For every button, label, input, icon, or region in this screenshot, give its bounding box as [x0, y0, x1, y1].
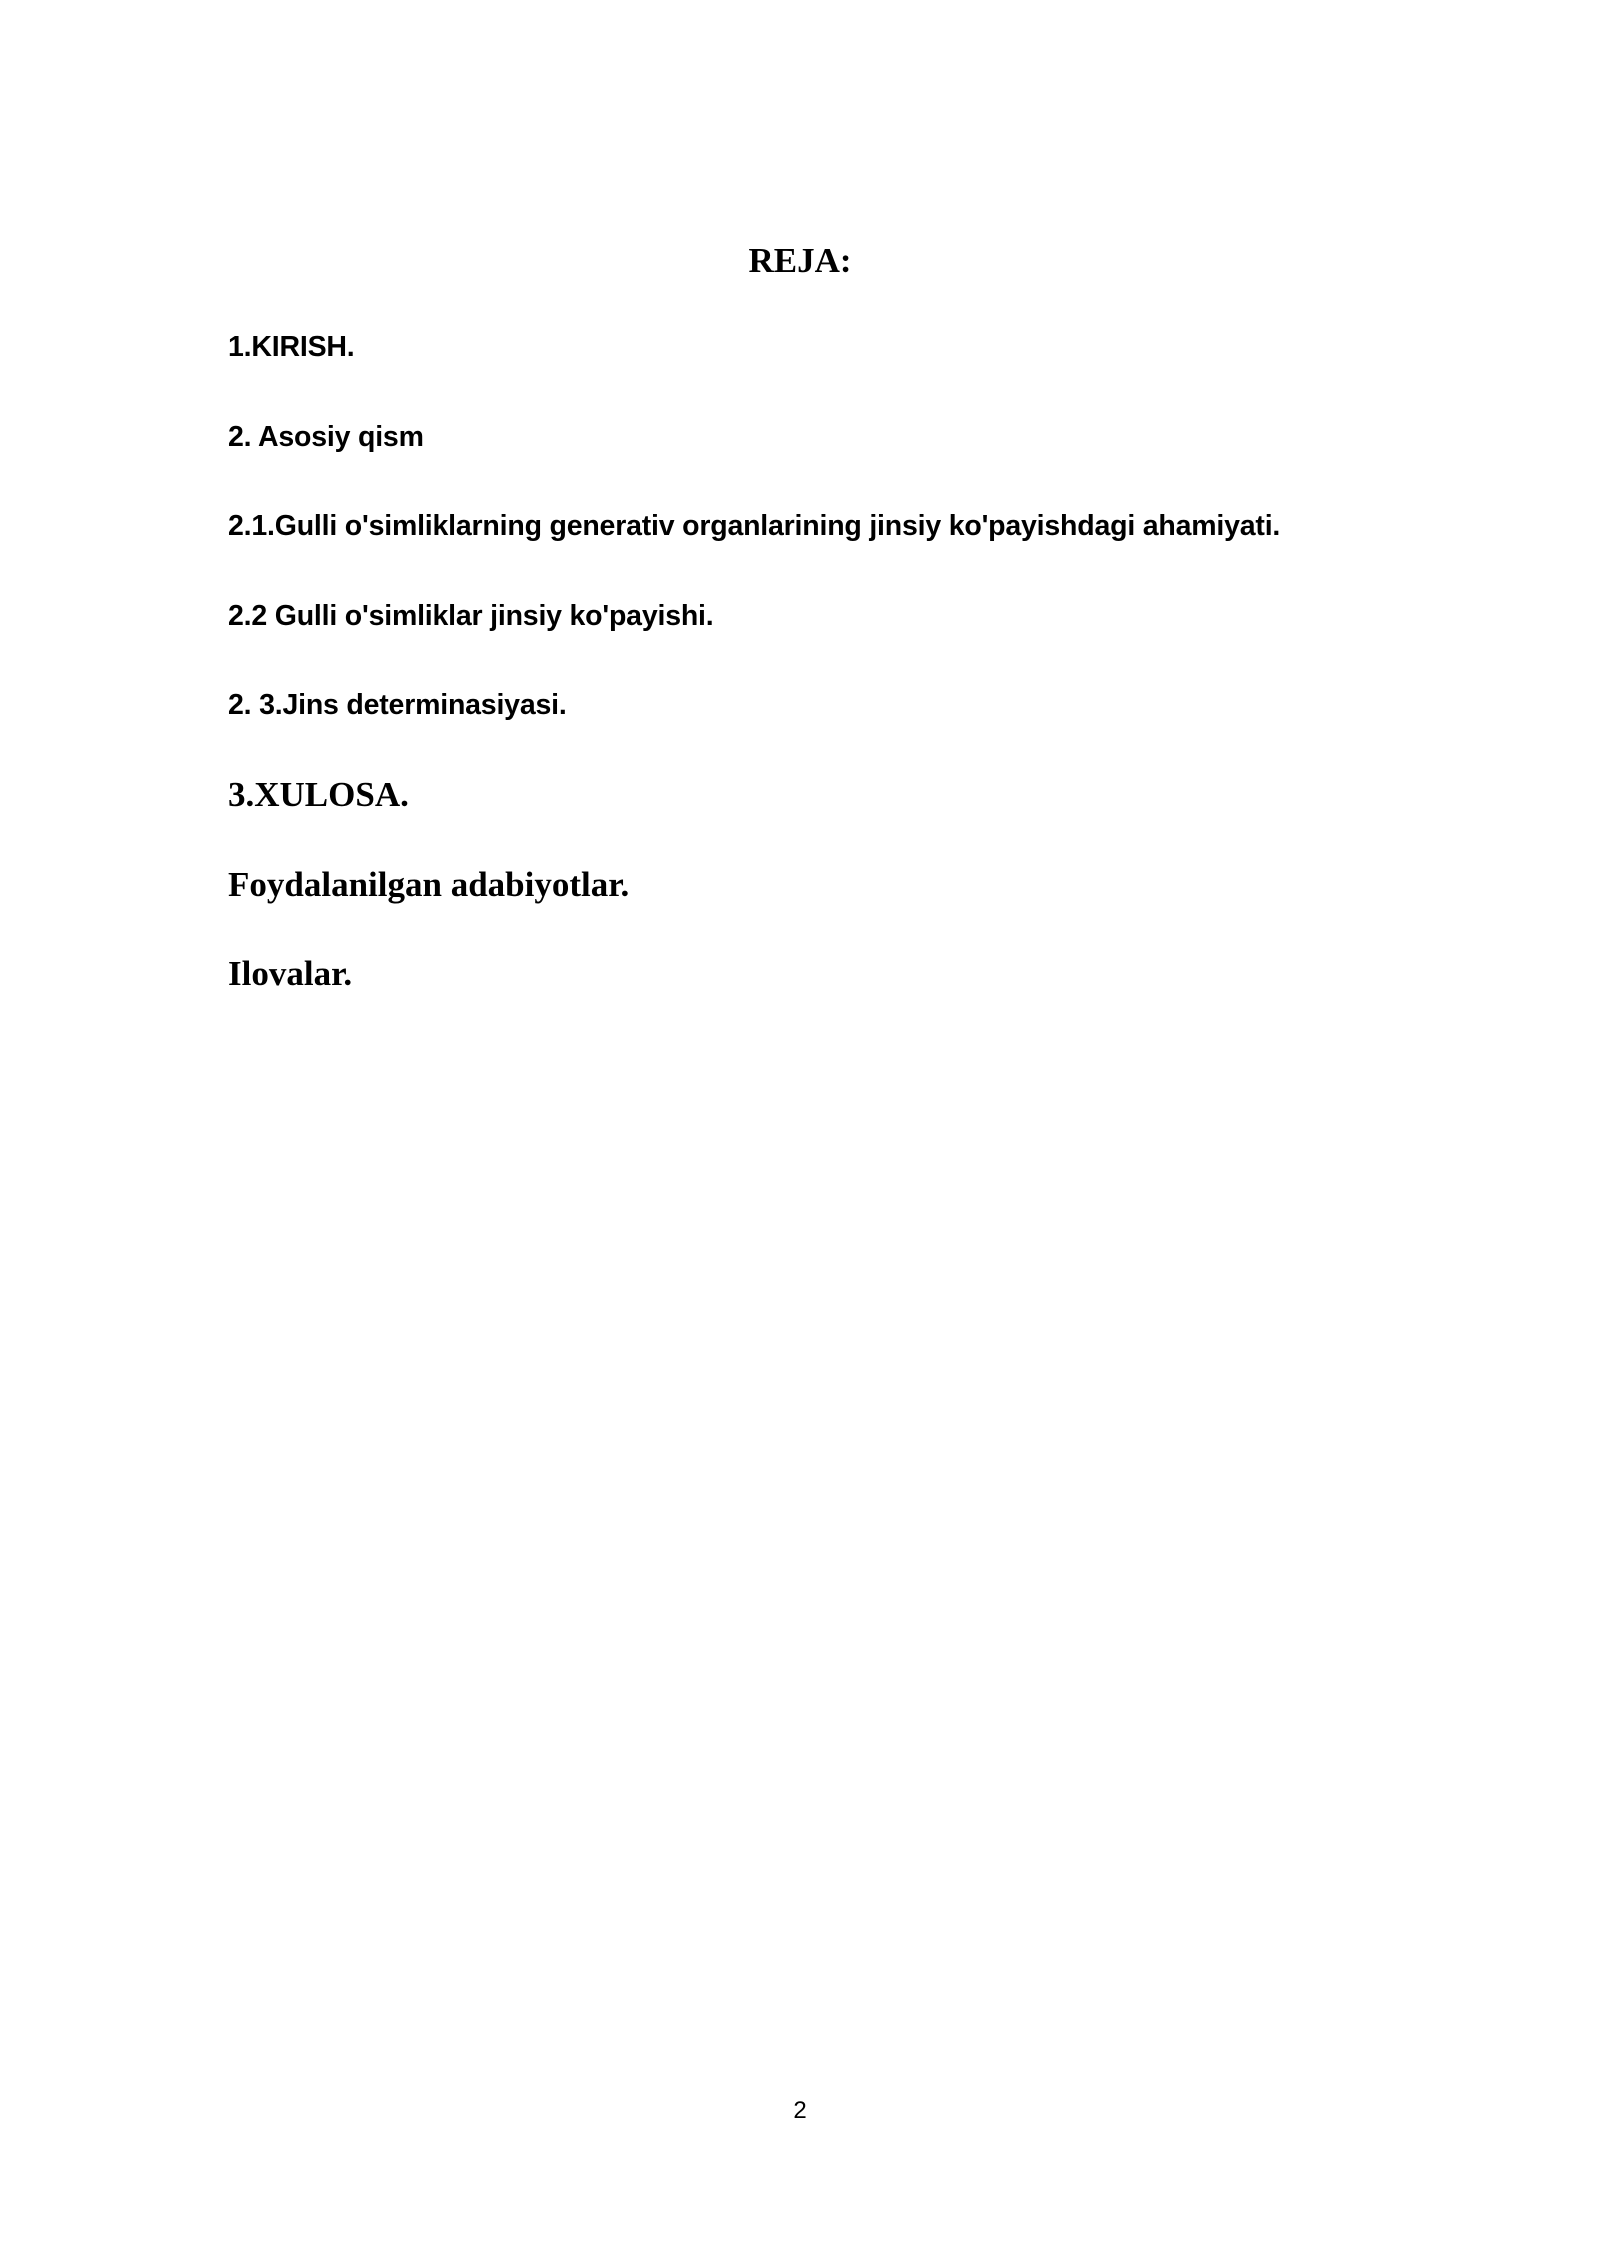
plan-item-section-2-1: 2.1.Gulli o'simliklarning generativ organlarining jinsiy ko'payishdagi ahamiyati.	[228, 510, 1281, 543]
plan-item-section-2-3: 2. 3.Jins determinasiyasi.	[228, 689, 567, 722]
plan-item-main-part: 2. Asosiy qism	[228, 420, 424, 453]
plan-item-introduction: 1.KIRISH.	[228, 331, 355, 364]
plan-list	[228, 303, 1528, 1019]
plan-title: REJA:	[748, 241, 852, 280]
plan-item-conclusion: 3.XULOSA.	[228, 775, 409, 815]
plan-item-references: Foydalanilgan adabiyotlar.	[228, 864, 630, 904]
plan-item-appendices: Ilovalar.	[228, 954, 353, 994]
page-number: 2	[793, 2097, 807, 2124]
plan-item-section-2-2: 2.2 Gulli o'simliklar jinsiy ko'payishi.	[228, 599, 714, 632]
